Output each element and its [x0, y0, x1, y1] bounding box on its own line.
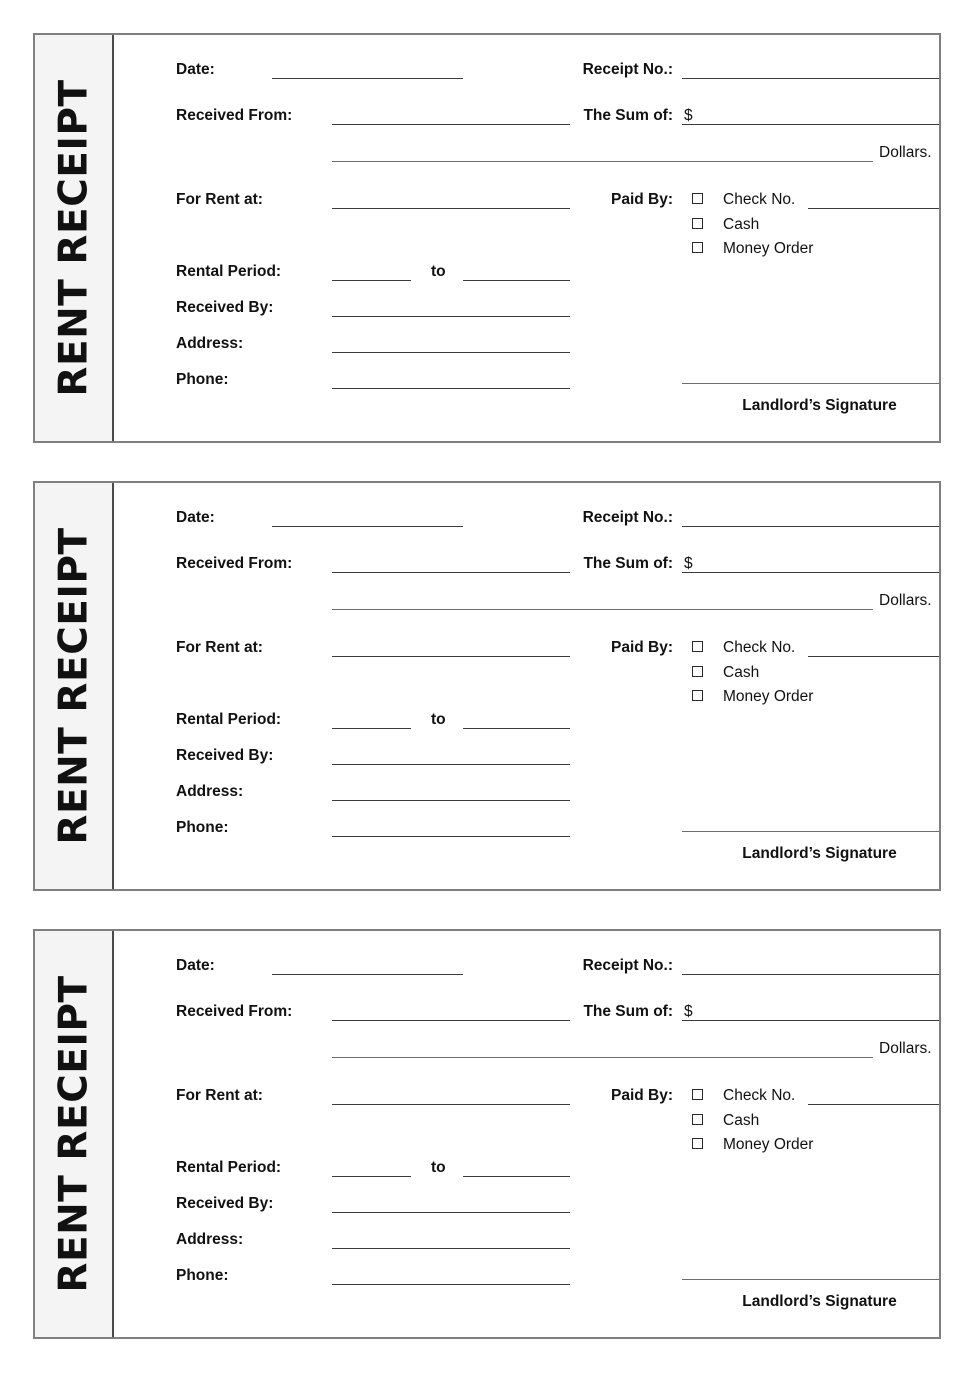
- label-the-sum-of: The Sum of:: [583, 555, 673, 572]
- label-rental-period-separator: to: [431, 1159, 446, 1176]
- field-date[interactable]: [272, 526, 463, 527]
- label-rental-period-separator: to: [431, 711, 446, 728]
- label-paid-by: Paid By:: [610, 191, 673, 208]
- label-the-sum-of: The Sum of:: [583, 1003, 673, 1020]
- label-dollars: Dollars.: [879, 144, 932, 161]
- label-for-rent-at: For Rent at:: [176, 639, 263, 656]
- field-rental-period-to[interactable]: [463, 280, 570, 281]
- label-receipt-no: Receipt No.:: [582, 509, 673, 526]
- checkbox-money-order[interactable]: [692, 1138, 703, 1149]
- label-received-from: Received From:: [176, 107, 293, 124]
- currency-symbol: $: [684, 555, 693, 572]
- receipt-title: RENT RECEIPT: [51, 79, 96, 397]
- field-amount-in-words[interactable]: [332, 1057, 873, 1058]
- checkbox-check-no[interactable]: [692, 193, 703, 204]
- field-address[interactable]: [332, 1248, 570, 1249]
- field-landlord-signature[interactable]: [682, 831, 941, 832]
- field-amount-in-words[interactable]: [332, 161, 873, 162]
- label-date: Date:: [176, 61, 215, 78]
- label-address: Address:: [176, 335, 244, 352]
- receipt-title: RENT RECEIPT: [51, 527, 96, 845]
- field-the-sum-of[interactable]: [682, 124, 941, 125]
- field-address[interactable]: [332, 352, 570, 353]
- label-for-rent-at: For Rent at:: [176, 191, 263, 208]
- field-address[interactable]: [332, 800, 570, 801]
- label-for-rent-at: For Rent at:: [176, 1087, 263, 1104]
- field-received-by[interactable]: [332, 764, 570, 765]
- label-money-order: Money Order: [723, 1136, 814, 1153]
- field-rental-period-from[interactable]: [332, 728, 411, 729]
- label-cash: Cash: [723, 1112, 760, 1129]
- label-phone: Phone:: [176, 371, 229, 388]
- field-rental-period-from[interactable]: [332, 1176, 411, 1177]
- checkbox-cash[interactable]: [692, 1114, 703, 1125]
- field-phone[interactable]: [332, 388, 570, 389]
- field-received-from[interactable]: [332, 572, 570, 573]
- receipt-content: [114, 483, 939, 889]
- label-received-by: Received By:: [176, 1195, 274, 1212]
- label-receipt-no: Receipt No.:: [582, 61, 673, 78]
- label-cash: Cash: [723, 216, 760, 233]
- label-paid-by: Paid By:: [610, 1087, 673, 1104]
- label-paid-by: Paid By:: [610, 639, 673, 656]
- label-money-order: Money Order: [723, 240, 814, 257]
- label-dollars: Dollars.: [879, 592, 932, 609]
- field-the-sum-of[interactable]: [682, 1020, 941, 1021]
- field-date[interactable]: [272, 974, 463, 975]
- label-date: Date:: [176, 957, 215, 974]
- label-the-sum-of: The Sum of:: [583, 107, 673, 124]
- label-check-no: Check No.: [723, 639, 796, 656]
- title-panel: [35, 931, 114, 1337]
- currency-symbol: $: [684, 1003, 693, 1020]
- field-received-by[interactable]: [332, 1212, 570, 1213]
- field-for-rent-at[interactable]: [332, 656, 570, 657]
- field-for-rent-at[interactable]: [332, 1104, 570, 1105]
- receipt-content: [114, 35, 939, 441]
- caption-landlord-signature: Landlord’s Signature: [742, 845, 897, 862]
- label-check-no: Check No.: [723, 1087, 796, 1104]
- checkbox-cash[interactable]: [692, 218, 703, 229]
- label-address: Address:: [176, 1231, 244, 1248]
- field-receipt-no[interactable]: [682, 78, 941, 79]
- label-check-no: Check No.: [723, 191, 796, 208]
- receipt-title: RENT RECEIPT: [51, 975, 96, 1293]
- label-received-by: Received By:: [176, 299, 274, 316]
- caption-landlord-signature: Landlord’s Signature: [742, 1293, 897, 1310]
- label-rental-period: Rental Period:: [176, 263, 282, 280]
- label-received-from: Received From:: [176, 555, 293, 572]
- field-phone[interactable]: [332, 836, 570, 837]
- field-rental-period-to[interactable]: [463, 728, 570, 729]
- receipt-content: [114, 931, 939, 1337]
- field-receipt-no[interactable]: [682, 974, 941, 975]
- label-money-order: Money Order: [723, 688, 814, 705]
- label-phone: Phone:: [176, 819, 229, 836]
- field-amount-in-words[interactable]: [332, 609, 873, 610]
- label-receipt-no: Receipt No.:: [582, 957, 673, 974]
- checkbox-check-no[interactable]: [692, 1089, 703, 1100]
- field-the-sum-of[interactable]: [682, 572, 941, 573]
- rent-receipt-card: [33, 481, 941, 891]
- field-landlord-signature[interactable]: [682, 383, 941, 384]
- field-rental-period-to[interactable]: [463, 1176, 570, 1177]
- field-check-no[interactable]: [808, 1104, 941, 1105]
- field-for-rent-at[interactable]: [332, 208, 570, 209]
- currency-symbol: $: [684, 107, 693, 124]
- label-received-by: Received By:: [176, 747, 274, 764]
- checkbox-money-order[interactable]: [692, 690, 703, 701]
- label-cash: Cash: [723, 664, 760, 681]
- field-landlord-signature[interactable]: [682, 1279, 941, 1280]
- label-date: Date:: [176, 509, 215, 526]
- field-receipt-no[interactable]: [682, 526, 941, 527]
- title-panel: [35, 483, 114, 889]
- label-address: Address:: [176, 783, 244, 800]
- field-rental-period-from[interactable]: [332, 280, 411, 281]
- label-dollars: Dollars.: [879, 1040, 932, 1057]
- checkbox-cash[interactable]: [692, 666, 703, 677]
- field-check-no[interactable]: [808, 208, 941, 209]
- title-panel: [35, 35, 114, 441]
- field-received-from[interactable]: [332, 1020, 570, 1021]
- checkbox-check-no[interactable]: [692, 641, 703, 652]
- field-check-no[interactable]: [808, 656, 941, 657]
- label-rental-period: Rental Period:: [176, 711, 282, 728]
- rent-receipt-card: [33, 33, 941, 443]
- checkbox-money-order[interactable]: [692, 242, 703, 253]
- field-received-by[interactable]: [332, 316, 570, 317]
- field-received-from[interactable]: [332, 124, 570, 125]
- label-received-from: Received From:: [176, 1003, 293, 1020]
- field-date[interactable]: [272, 78, 463, 79]
- label-phone: Phone:: [176, 1267, 229, 1284]
- label-rental-period-separator: to: [431, 263, 446, 280]
- rent-receipt-card: [33, 929, 941, 1339]
- field-phone[interactable]: [332, 1284, 570, 1285]
- label-rental-period: Rental Period:: [176, 1159, 282, 1176]
- caption-landlord-signature: Landlord’s Signature: [742, 397, 897, 414]
